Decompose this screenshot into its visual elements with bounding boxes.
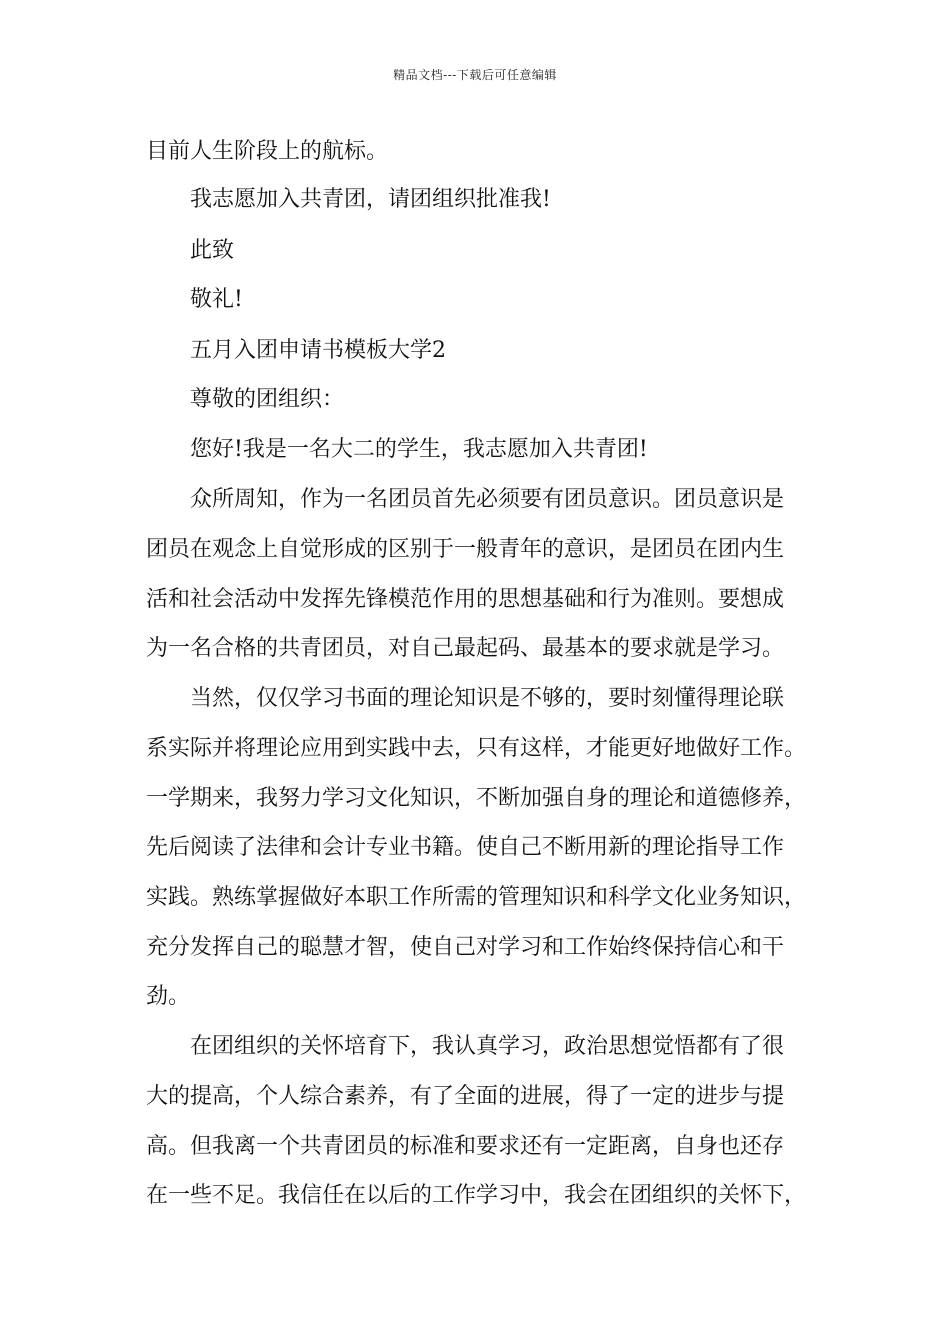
paragraph-2-line-7: 劲。 [146,984,191,1009]
paragraph-3-line-3: 高。但我离一个共青团员的标准和要求还有一定距离，自身也还存 [146,1134,785,1159]
paragraph-1-line-4: 为一名合格的共青团员，对自己最起码、最基本的要求就是学习。 [146,636,785,661]
paragraph-1-line-1: 众所周知，作为一名团员首先必须要有团员意识。团员意识是 [190,487,785,512]
paragraph-3-line-2: 大的提高，个人综合素养，有了全面的进展，得了一定的进步与提 [146,1084,785,1109]
text-line-3: 此致 [190,238,235,263]
paragraph-1-line-2: 团员在观念上自觉形成的区别于一般青年的意识，是团员在团内生 [146,537,785,562]
section-title: 五月入团申请书模板大学2 [190,338,446,363]
page-header: 精品文档---下载后可任意编辑 [393,68,557,82]
paragraph-2-line-1: 当然，仅仅学习书面的理论知识是不够的，要时刻懂得理论联 [190,686,785,711]
paragraph-2-line-2: 系实际并将理论应用到实践中去，只有这样，才能更好地做好工作。 [146,736,807,761]
text-line-1: 目前人生阶段上的航标。 [146,139,389,164]
paragraph-3-line-4: 在一些不足。我信任在以后的工作学习中，我会在团组织的关怀下， [146,1183,807,1208]
text-line-4: 敬礼! [190,287,243,312]
text-line-2: 我志愿加入共青团，请团组织批准我! [190,187,551,212]
text-line-7: 您好!我是一名大二的学生，我志愿加入共青团! [190,437,648,462]
paragraph-3-line-1: 在团组织的关怀培育下，我认真学习，政治思想觉悟都有了很 [190,1034,785,1059]
paragraph-2-line-6: 充分发挥自己的聪慧才智，使自己对学习和工作始终保持信心和干 [146,935,785,960]
paragraph-2-line-3: 一学期来，我努力学习文化知识，不断加强自身的理论和道德修养， [146,786,807,811]
paragraph-1-line-3: 活和社会活动中发挥先锋模范作用的思想基础和行为准则。要想成 [146,587,785,612]
paragraph-2-line-4: 先后阅读了法律和会计专业书籍。使自己不断用新的理论指导工作 [146,835,785,860]
salutation: 尊敬的团组织： [190,387,345,412]
paragraph-2-line-5: 实践。熟练掌握做好本职工作所需的管理知识和科学文化业务知识， [146,885,807,910]
